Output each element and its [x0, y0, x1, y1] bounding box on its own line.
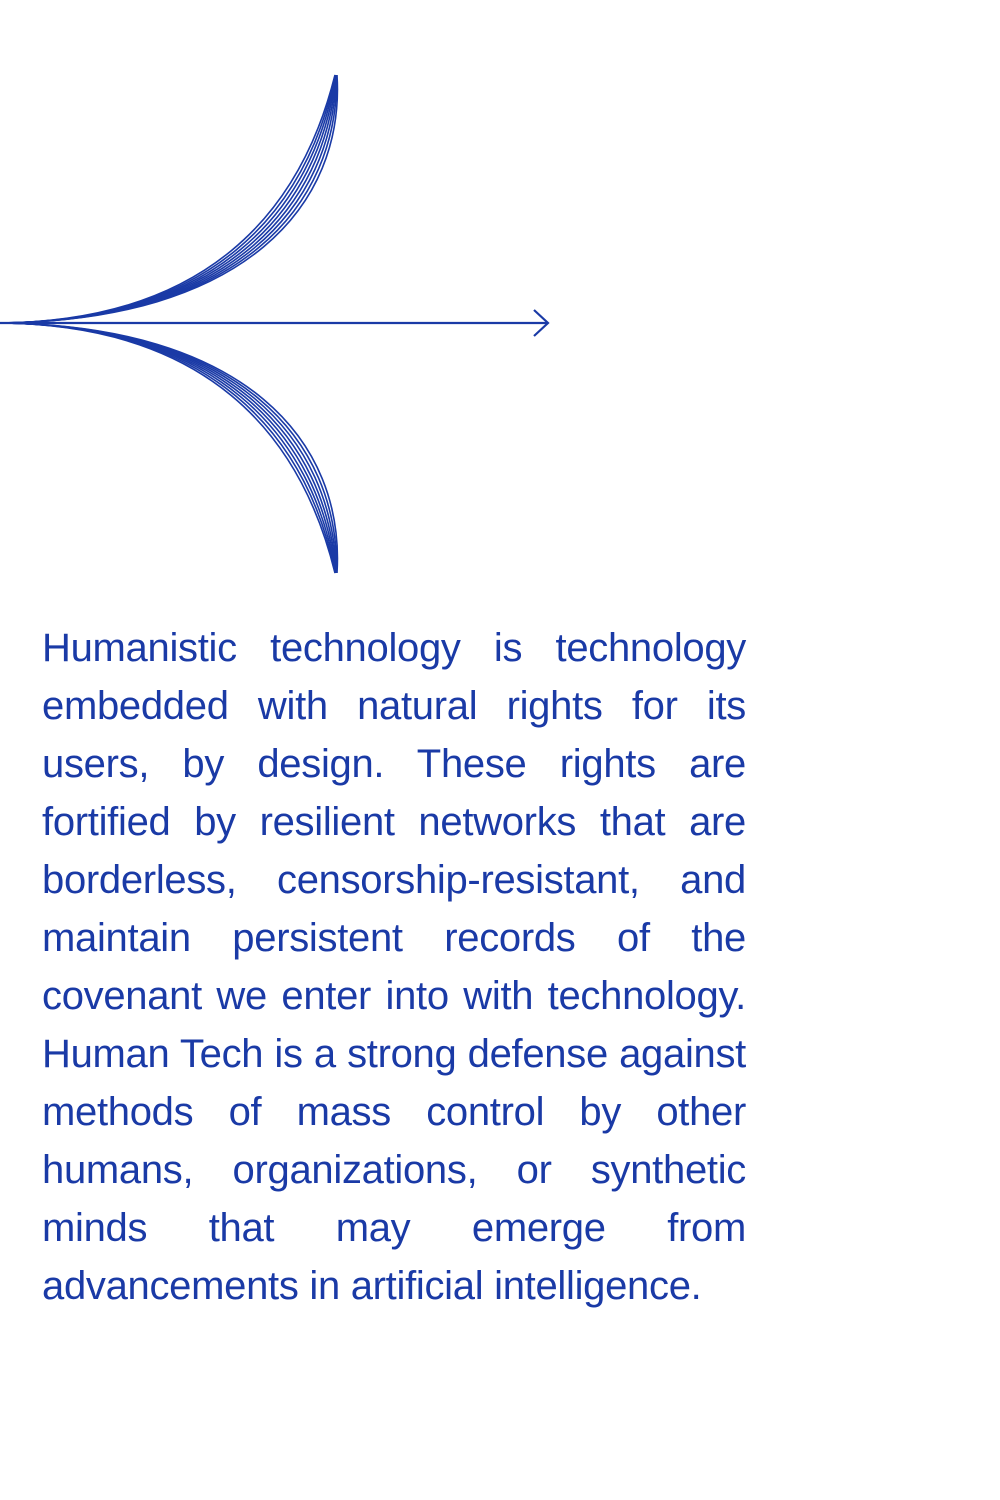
- curve-line-bottom: [0, 323, 336, 573]
- curve-line-bottom: [0, 323, 337, 573]
- converging-arrow-icon: [0, 0, 1000, 600]
- curve-line-bottom: [0, 323, 336, 573]
- curve-line-top: [0, 75, 337, 323]
- curve-line-bottom: [0, 323, 336, 573]
- curve-line-top: [0, 75, 336, 323]
- curve-line-top: [0, 75, 335, 323]
- curve-line-bottom: [0, 323, 335, 573]
- curve-line-bottom: [0, 323, 336, 573]
- curve-line-bottom: [0, 323, 335, 573]
- curve-line-top: [0, 75, 336, 323]
- curve-line-top: [0, 75, 336, 323]
- curve-line-top: [0, 75, 336, 323]
- curve-line-top: [0, 75, 335, 323]
- manifesto-paragraph: Humanistic technology is technology embedded with natural rights for its users, by design. These rights are fortified by resilient networks that are borderless, censorship-resistant, and maintain persistent records of the covenant we enter into with technology. Human Tech is a strong defense against methods of mass control by other humans, organizations, or synthetic minds that may emerge from advancements in artificial intelligence.: [42, 626, 746, 1308]
